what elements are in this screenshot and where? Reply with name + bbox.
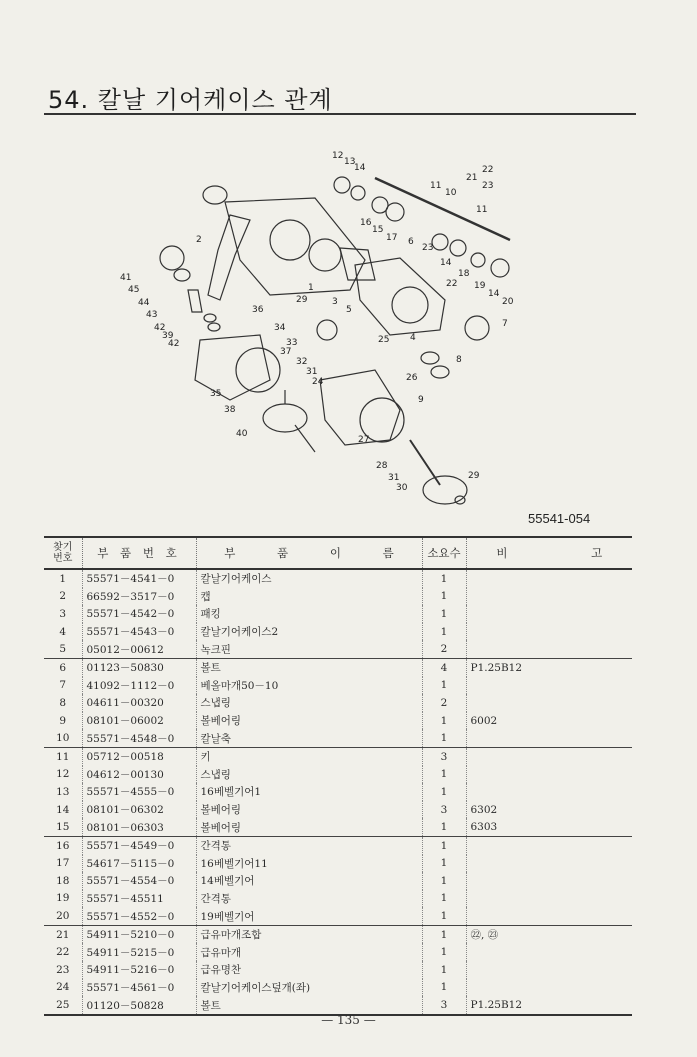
- svg-text:18: 18: [458, 269, 470, 279]
- svg-text:21: 21: [466, 173, 478, 183]
- cell-no: 22: [56, 946, 70, 959]
- svg-text:42: 42: [168, 339, 180, 349]
- exploded-diagram: [100, 140, 540, 520]
- svg-text:17: 17: [386, 233, 398, 243]
- cell-part-no: 55571－4552－0: [82, 907, 196, 925]
- cell-qty: 1: [422, 872, 466, 890]
- header-name: 부 품 이 름: [196, 537, 422, 569]
- cell-name: 캡: [196, 588, 422, 606]
- svg-text:7: 7: [502, 319, 508, 329]
- cell-remark: [466, 605, 632, 623]
- cell-remark: [466, 907, 632, 925]
- cell-remark: [466, 979, 632, 997]
- cell-qty: 1: [422, 766, 466, 784]
- table-row: [44, 658, 632, 676]
- table-row: [44, 605, 632, 623]
- cell-qty: 2: [422, 694, 466, 712]
- svg-text:38: 38: [224, 405, 236, 415]
- cell-remark: P1.25B12: [466, 996, 632, 1015]
- cell-no: 15: [44, 818, 82, 836]
- cell-no: 24: [56, 981, 70, 994]
- cell-qty: 1: [422, 855, 466, 873]
- cell-part-no: 54911－5216－0: [82, 961, 196, 979]
- cell-part-no: 55571－4554－0: [82, 872, 196, 890]
- cell-no: 19: [56, 892, 70, 905]
- svg-text:34: 34: [274, 323, 286, 333]
- cell-part-no: 41092－1112－0: [82, 677, 196, 695]
- svg-text:45: 45: [128, 285, 140, 295]
- table-row: [44, 694, 632, 712]
- cell-no: 8: [59, 696, 67, 709]
- cell-qty: 1: [422, 569, 466, 588]
- cell-name: 19베벨기어: [196, 907, 422, 925]
- cell-part-no: 55571－4543－0: [82, 623, 196, 641]
- svg-text:11: 11: [430, 181, 442, 191]
- cell-name: 급유마개조합: [196, 925, 422, 943]
- cell-name: 16베벨기어1: [196, 783, 422, 801]
- cell-no: 20: [44, 907, 82, 925]
- svg-text:8: 8: [456, 355, 462, 365]
- cell-no: 1: [59, 572, 67, 585]
- cell-qty: 1: [422, 943, 466, 961]
- cell-name: 급유마개: [196, 943, 422, 961]
- cell-name: 볼트: [196, 658, 422, 676]
- svg-text:15: 15: [372, 225, 384, 235]
- cell-no: 4: [59, 625, 67, 638]
- cell-no: 10: [44, 729, 82, 747]
- cell-no: 11: [56, 750, 70, 763]
- svg-text:14: 14: [354, 163, 366, 173]
- cell-part-no: 54617－5115－0: [82, 855, 196, 873]
- cell-remark: [466, 640, 632, 658]
- cell-qty: 1: [422, 836, 466, 854]
- cell-part-no: 55571－4542－0: [82, 605, 196, 623]
- svg-text:4: 4: [410, 333, 416, 343]
- cell-remark: [466, 694, 632, 712]
- svg-text:37: 37: [280, 347, 292, 357]
- cell-remark: [466, 943, 632, 961]
- svg-text:14: 14: [488, 289, 500, 299]
- svg-text:9: 9: [418, 395, 424, 405]
- table-row: [44, 855, 632, 873]
- cell-part-no: 55571－45511: [82, 890, 196, 908]
- cell-part-no: 55571－4548－0: [82, 729, 196, 747]
- cell-part-no: 54911－5215－0: [82, 943, 196, 961]
- cell-qty: 1: [422, 783, 466, 801]
- table-row: [44, 747, 632, 765]
- svg-text:14: 14: [440, 258, 452, 268]
- cell-qty: 1: [422, 605, 466, 623]
- cell-qty: 1: [422, 961, 466, 979]
- table-row: [44, 907, 632, 925]
- table-row: [44, 961, 632, 979]
- cell-name: 간격통: [196, 890, 422, 908]
- cell-no: 23: [56, 963, 70, 976]
- cell-qty: 1: [422, 588, 466, 606]
- cell-part-no: 04612－00130: [82, 766, 196, 784]
- cell-name: 칼날기어케이스덮개(좌): [196, 979, 422, 997]
- cell-remark: [466, 890, 632, 908]
- cell-name: 스냅링: [196, 766, 422, 784]
- cell-qty: 4: [422, 658, 466, 676]
- cell-no: 16: [56, 839, 70, 852]
- cell-remark: [466, 855, 632, 873]
- cell-name: 간격통: [196, 836, 422, 854]
- cell-name: 볼베어링: [196, 712, 422, 730]
- cell-no: 13: [56, 785, 70, 798]
- header-part-no: 부 품 번 호: [82, 537, 196, 569]
- table-row: [44, 979, 632, 997]
- cell-part-no: 01120－50828: [82, 996, 196, 1015]
- svg-text:23: 23: [422, 243, 434, 253]
- cell-name: 칼날축: [196, 729, 422, 747]
- cell-qty: 1: [422, 677, 466, 695]
- cell-name: 패킹: [196, 605, 422, 623]
- cell-no: 14: [56, 803, 70, 816]
- cell-remark: 6002: [466, 712, 632, 730]
- svg-text:22: 22: [446, 279, 458, 289]
- cell-part-no: 08101－06302: [82, 801, 196, 819]
- cell-part-no: 08101－06002: [82, 712, 196, 730]
- cell-no: 3: [59, 607, 67, 620]
- cell-remark: 6302: [466, 801, 632, 819]
- cell-name: 볼베어링: [196, 801, 422, 819]
- cell-part-no: 04611－00320: [82, 694, 196, 712]
- cell-no: 7: [59, 679, 67, 692]
- cell-name: 볼트: [196, 996, 422, 1015]
- svg-text:12: 12: [332, 151, 344, 161]
- cell-name: 칼날기어케이스: [196, 569, 422, 588]
- cell-name: 스냅링: [196, 694, 422, 712]
- cell-qty: 3: [422, 747, 466, 765]
- cell-name: 베올마개50－10: [196, 677, 422, 695]
- cell-no: 25: [44, 996, 82, 1015]
- svg-text:10: 10: [445, 188, 457, 198]
- cell-qty: 1: [422, 818, 466, 836]
- cell-no: 6: [59, 661, 67, 674]
- svg-text:22: 22: [482, 165, 494, 175]
- cell-name: 녹크핀: [196, 640, 422, 658]
- header-qty: 소요수: [422, 537, 466, 569]
- svg-text:39: 39: [162, 331, 174, 341]
- table-row: [44, 872, 632, 890]
- table-row: [44, 943, 632, 961]
- title-rule: [44, 113, 636, 115]
- table-row: [44, 836, 632, 854]
- page-title: 54. 칼날 기어케이스 관계: [48, 86, 333, 114]
- svg-text:43: 43: [146, 310, 158, 320]
- cell-no: 12: [56, 768, 70, 781]
- cell-qty: 1: [422, 890, 466, 908]
- cell-remark: [466, 747, 632, 765]
- cell-no: 17: [56, 857, 70, 870]
- page-number: — 135 —: [321, 1013, 376, 1027]
- svg-text:24: 24: [312, 377, 324, 387]
- cell-remark: [466, 872, 632, 890]
- cell-part-no: 08101－06303: [82, 818, 196, 836]
- svg-text:30: 30: [396, 483, 408, 493]
- cell-name: 볼베어링: [196, 818, 422, 836]
- cell-qty: 1: [422, 712, 466, 730]
- table-row: [44, 623, 632, 641]
- figure-id: 55541-054: [528, 511, 591, 526]
- cell-qty: 1: [422, 925, 466, 943]
- table-row: [44, 677, 632, 695]
- svg-text:3: 3: [332, 297, 338, 307]
- cell-qty: 1: [422, 907, 466, 925]
- cell-qty: 1: [422, 729, 466, 747]
- table-row: [44, 818, 632, 836]
- svg-text:31: 31: [388, 473, 400, 483]
- table-row: [44, 783, 632, 801]
- svg-text:32: 32: [296, 357, 308, 367]
- cell-remark: ㉒, ㉓: [466, 925, 632, 943]
- cell-part-no: 66592－3517－0: [82, 588, 196, 606]
- cell-qty: 1: [422, 979, 466, 997]
- svg-text:33: 33: [286, 338, 298, 348]
- svg-text:20: 20: [502, 297, 514, 307]
- cell-no: 18: [56, 874, 70, 887]
- cell-qty: 3: [422, 996, 466, 1015]
- parts-rows: [44, 569, 632, 1015]
- cell-remark: [466, 623, 632, 641]
- cell-part-no: 55571－4549－0: [82, 836, 196, 854]
- cell-no: 2: [59, 590, 67, 603]
- svg-text:26: 26: [406, 373, 418, 383]
- table-row: [44, 569, 632, 588]
- cell-part-no: 05012－00612: [82, 640, 196, 658]
- svg-text:13: 13: [344, 157, 356, 167]
- cell-no: 9: [59, 714, 67, 727]
- cell-remark: [466, 783, 632, 801]
- table-row: [44, 712, 632, 730]
- table-row: [44, 640, 632, 658]
- cell-name: 칼날기어케이스2: [196, 623, 422, 641]
- svg-text:41: 41: [120, 273, 132, 283]
- svg-text:11: 11: [476, 205, 488, 215]
- svg-text:36: 36: [252, 305, 264, 315]
- table-row: [44, 588, 632, 606]
- cell-name: 14베벨기어: [196, 872, 422, 890]
- table-row: [44, 801, 632, 819]
- svg-text:5: 5: [346, 305, 352, 315]
- cell-no: 21: [56, 928, 70, 941]
- cell-part-no: 55571－4561－0: [82, 979, 196, 997]
- table-row: [44, 766, 632, 784]
- cell-qty: 2: [422, 640, 466, 658]
- svg-text:16: 16: [360, 218, 372, 228]
- svg-text:40: 40: [236, 429, 248, 439]
- cell-remark: [466, 588, 632, 606]
- svg-text:2: 2: [196, 235, 202, 245]
- svg-text:1: 1: [308, 283, 314, 293]
- svg-text:42: 42: [154, 323, 166, 333]
- header-remark: 비 고: [466, 537, 632, 569]
- svg-text:6: 6: [408, 237, 414, 247]
- svg-text:19: 19: [474, 281, 486, 291]
- cell-name: 16베벨기어11: [196, 855, 422, 873]
- cell-part-no: 01123－50830: [82, 658, 196, 676]
- cell-name: 급유명찬: [196, 961, 422, 979]
- svg-text:29: 29: [296, 295, 308, 305]
- cell-remark: [466, 677, 632, 695]
- cell-remark: 6303: [466, 818, 632, 836]
- svg-text:25: 25: [378, 335, 390, 345]
- cell-remark: [466, 961, 632, 979]
- cell-part-no: 54911－5210－0: [82, 925, 196, 943]
- cell-remark: [466, 836, 632, 854]
- header-no: 찾기 번호: [44, 537, 82, 569]
- svg-text:23: 23: [482, 181, 494, 191]
- svg-text:27: 27: [358, 435, 370, 445]
- svg-text:29: 29: [468, 471, 480, 481]
- cell-part-no: 05712－00518: [82, 747, 196, 765]
- cell-qty: 3: [422, 801, 466, 819]
- cell-remark: [466, 766, 632, 784]
- cell-remark: [466, 729, 632, 747]
- table-row: [44, 925, 632, 943]
- cell-no: 5: [44, 640, 82, 658]
- svg-text:35: 35: [210, 389, 222, 399]
- table-row: [44, 729, 632, 747]
- table-header: [44, 537, 632, 569]
- cell-part-no: 55571－4555－0: [82, 783, 196, 801]
- parts-table: [44, 536, 632, 1016]
- cell-remark: [466, 569, 632, 588]
- cell-part-no: 55571－4541－0: [82, 569, 196, 588]
- svg-text:31: 31: [306, 367, 318, 377]
- cell-name: 키: [196, 747, 422, 765]
- table-row: [44, 890, 632, 908]
- cell-qty: 1: [422, 623, 466, 641]
- svg-text:28: 28: [376, 461, 388, 471]
- svg-text:44: 44: [138, 298, 150, 308]
- cell-remark: P1.25B12: [466, 658, 632, 676]
